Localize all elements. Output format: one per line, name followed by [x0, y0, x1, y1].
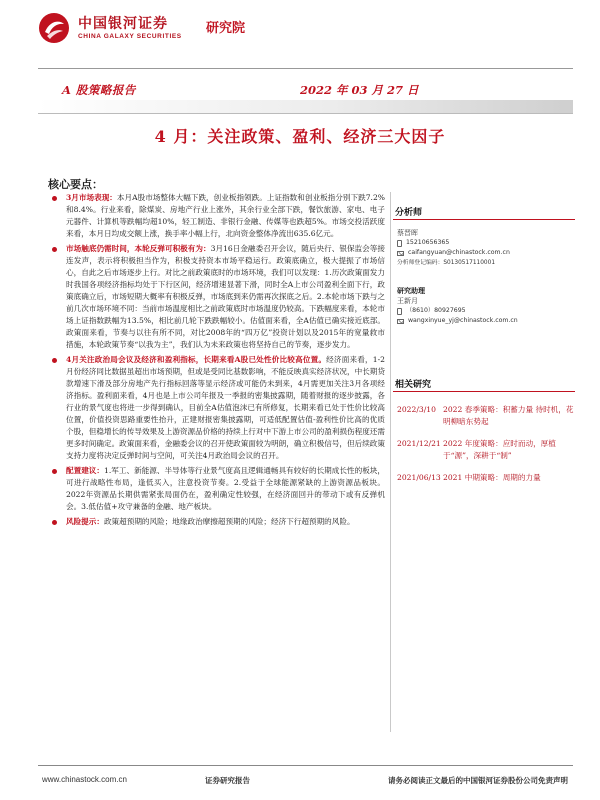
key-point-april-focus: [42, 354, 385, 462]
key-point-market-performance: [42, 192, 385, 240]
related-date: 2022/3/10: [397, 405, 436, 414]
assistant-email[interactable]: wangxinyue_yj@chinastock.com.cn: [408, 317, 518, 324]
research-institute-label: 研究院: [206, 21, 246, 36]
email-icon: [397, 319, 404, 324]
header-band: [38, 100, 573, 114]
report-type: A 股策略报告: [62, 83, 136, 97]
related-research-item[interactable]: [397, 472, 575, 484]
analyst-card: [393, 228, 575, 268]
related-date: 2021/06/13: [397, 473, 441, 482]
key-points-body: [42, 192, 385, 732]
footer-website-link[interactable]: www.chinastock.com.cn: [42, 775, 127, 784]
key-point-lead: 市场触底仍需时间，本轮反弹可积极有为：: [66, 244, 211, 253]
key-point-market-bottom: [42, 243, 385, 351]
email-icon: [397, 251, 404, 256]
key-point-text: 经济面来看，1-2月份经济同比数据虽超出市场预期，但或是受同比基数影响，不能反映真实经济状况，中长期贷款增速下滑及部分房地产先行指标回落等显示经济或可能仍未到来，4月需更加关注3月各项经济指标。盈利面来看，4月也是上市公司年报及一季报的密集披露期，随着财报的逐步披露，各行业的景气度也将进一步得到确认，目前全A估值泡沫已有所修复，长期来看已处于性价比较高位置，价值投资思路重要性抬升，正建财报密集披露期，可适低配置估值-盈利性价比高的优质个股，但稳增长的传导效果及上游资源品价格的持续上行对中下游上市公司的盈利损伤程度还需更多时间确定。政策面来看，金融委会议的召开使政策面较为明朗，确立积极信号，但后续政策支持力度将决定反弹时间与空间，可关注4月政治局会议的召开。: [66, 355, 386, 460]
analyst-email[interactable]: caifangyuan@chinastock.com.cn: [408, 249, 510, 256]
analyst-name: 蔡晋晖: [397, 229, 418, 237]
key-point-lead: 风险提示：: [66, 517, 104, 526]
assistant-heading: 研究助理: [397, 286, 425, 295]
assistant-name: 王新月: [397, 297, 418, 305]
related-title: 2022 年度策略：应时而动，厚植于“源”，深耕于“制”: [443, 439, 556, 460]
related-title: 2021 中期策略：周期的力量: [443, 473, 541, 482]
report-title: 4 月：关注政策、盈利、经济三大因子: [154, 127, 446, 146]
analyst-heading: 分析师: [393, 202, 575, 220]
key-point-lead: 配置建议：: [66, 466, 105, 475]
related-date: 2021/12/21: [397, 439, 441, 448]
logo-english-name: CHINA GALAXY SECURITIES: [78, 32, 182, 40]
footer-disclaimer: 请务必阅读正文最后的中国银河证券股份公司免责声明: [388, 776, 568, 785]
related-research-item[interactable]: [397, 438, 575, 462]
sidebar: [393, 192, 575, 494]
analyst-phone: 15210656365: [406, 239, 450, 246]
key-point-text: 3月16日金融委召开会议，随后央行、银保监会等接连发声，表示将积极担当作为，积极支持资本市场平稳运行。政策底确立，极大提振了市场信心，自此之后市场逐步上行。对比之前政策底时的市场环境，我们可以发现：1.历次政策面发力时我国各项经济指标均处于下行区间，经济增速显著下滑，同时全A上市公司盈利全面下行，政策底确立后，市场短期大概率有积极反弹，市场底到来仍需再次探底之后。2.本轮市场下跌与之前几次市场环境不同：当前市场温度相比之前政策底时市场温度仍较高。下跌幅度来看，本轮市场上证指数跌幅为13.5%，相比前几轮下跌跌幅较小。估值面来看，全A估值已确实接近底部。政策面来看，节奏与以往有所不同，对比2008年的“四万亿”投资计划以及2015年的宽量救市措施，本轮政策节奏“以我为主”，我们认为未来政策也将坚持自己的节奏，逐步发力。: [66, 244, 386, 349]
key-point-risk: [42, 516, 385, 528]
footer-report-label: 证券研究报告: [205, 776, 250, 785]
key-point-text: 1.军工、新能源、半导体等行业景气度高且逻辑通畅具有较好的长期成长性的板块，可进行战略性布局，逢低买入，注意投资节奏。2.受益于全球能源紧缺的上游资源品板块。2022年资源品长期供需紧张局面仍在，盈利确定性较强，在经济面回升的带动下或有反弹机会。3.低估值+攻守兼备的金融、地产板块。: [66, 466, 386, 511]
logo-chinese-name: 中国银河证券: [78, 15, 168, 32]
sidebar-divider: [390, 192, 391, 732]
analyst-registration: 分析师登记编码：S0130517110001: [397, 260, 496, 266]
key-point-lead: 4月关注政治局会议及经济和盈利指标，长期来看A股已处性价比较高位置。: [66, 355, 327, 364]
key-points-heading: 核心要点：: [48, 178, 103, 191]
key-point-lead: 3月市场表现：: [66, 193, 117, 202]
assistant-card: [393, 286, 575, 326]
assistant-phone: （8610）80927695: [406, 307, 466, 314]
header-divider: [38, 68, 573, 69]
phone-icon: [397, 240, 402, 247]
related-research-heading: 相关研究: [393, 374, 575, 392]
related-research-item[interactable]: [397, 404, 575, 428]
key-point-text: 本月A股市场整体大幅下跌，创业板指领跌。上证指数和创业板指分别下跌7.2%和8.4%。行业来看，除煤炭、房地产行业上涨外，其余行业全部下跌，餐饮旅游、家电、电子元器件、计算机等跌幅均超10%，轻工制造、非银行金融、传媒等也跌超5%。市场交投活跃度来看，本月日均成交额上涨，换手率小幅上行，北向资金整体净流出635.6亿元。: [66, 193, 385, 238]
key-point-text: 政策超预期的风险；地缘政治摩擦超预期的风险；经济下行超预期的风险。: [103, 517, 355, 526]
galaxy-logo-icon: [38, 12, 70, 44]
key-point-allocation: [42, 465, 385, 513]
footer-divider: [38, 765, 573, 766]
related-research-list: [393, 404, 575, 484]
related-title: 2022 春季策略：积蓄力量 待时机，花明柳暗东势起: [443, 405, 574, 426]
phone-icon: [397, 308, 402, 315]
report-date: 2022 年 03 月 27 日: [300, 83, 419, 97]
